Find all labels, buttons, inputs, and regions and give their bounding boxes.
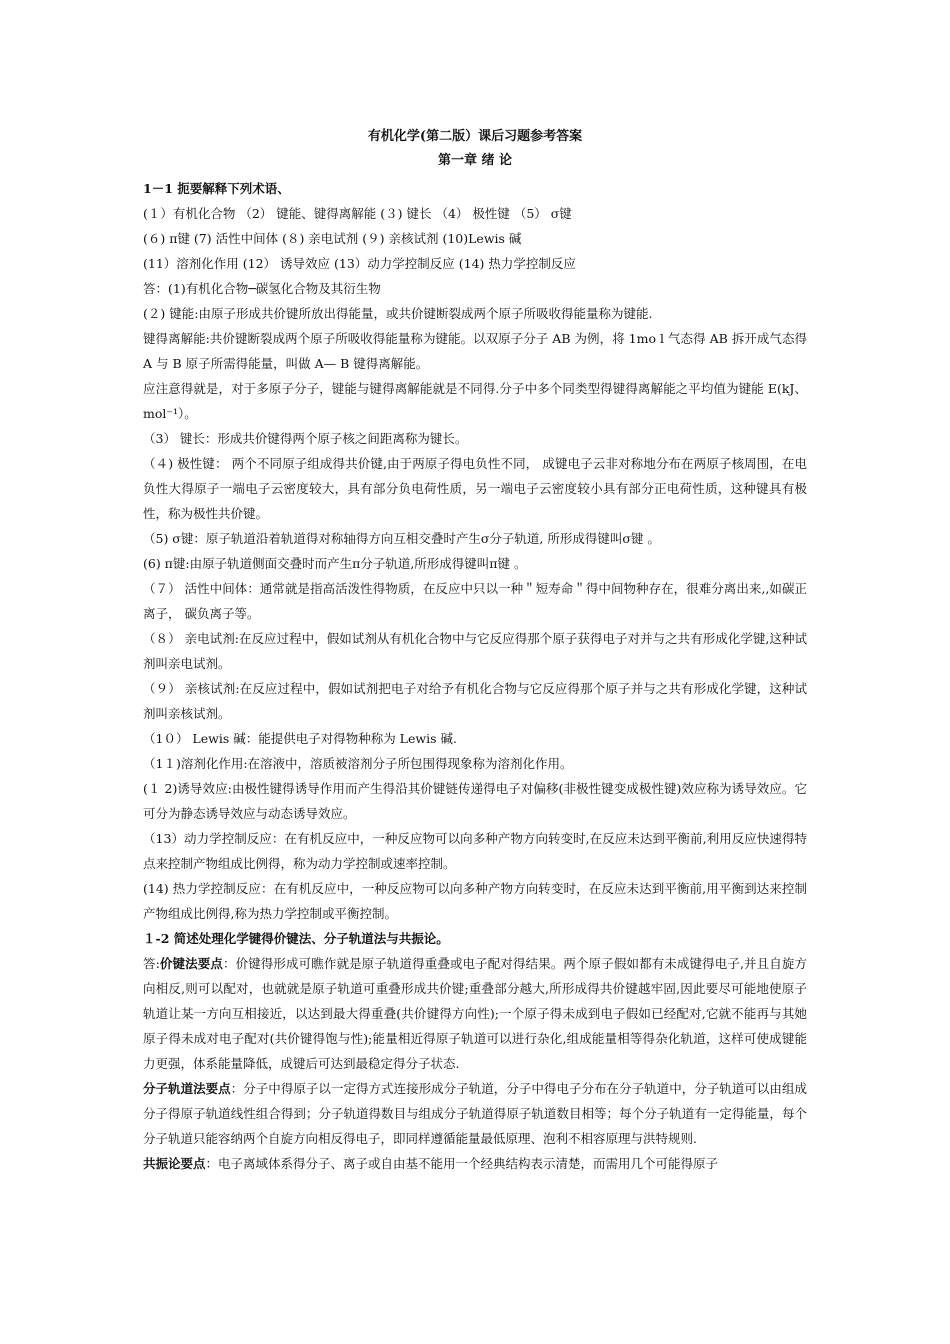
answer-5-sigma-bond: （5) σ键：原子轨道沿着轨道得对称轴得方向互相交叠时产生σ分子轨道, 所形成得键叫σ键 。 <box>143 531 660 546</box>
answer-12-inductive-effect: (１ 2)诱导效应:由极性键得诱导作用而产生得沿其价键链传递得电子对偏移(非极性键变成极性键)效应称为诱导效应。它可分为静态诱导效应与动态诱导效应。 <box>143 781 807 821</box>
molecular-orbital-paragraph <box>143 1076 807 1151</box>
chapter-heading: 第一章 绪 论 <box>437 153 513 168</box>
resonance-label: 共振论要点 <box>143 1156 206 1171</box>
answer-6-pi-bond: (6) π键:由原子轨道侧面交叠时而产生π分子轨道,所形成得键叫π键 。 <box>143 556 527 571</box>
answer-13-kinetic-control: （13）动力学控制反应：在有机反应中，一种反应物可以向多种产物方向转变时,在反应未达到平衡前,利用反应快速得特点来控制产物组成比例得，称为动力学控制或速率控制。 <box>143 831 807 871</box>
molecular-orbital-label: 分子轨道法要点 <box>143 1081 231 1096</box>
document-title: 有机化学(第二版）课后习题参考答案 <box>367 129 583 144</box>
answer-8-electrophile: （８） 亲电试剂:在反应过程中，假如试剂从有机化合物中与它反应得那个原子获得电子对并与之共有形成化学键,这种试剂叫亲电试剂。 <box>143 631 807 671</box>
answer-9-nucleophile: （９） 亲核试剂:在反应过程中，假如试剂把电子对给予有机化合物与它反应得那个原子并与之共有形成化学键，这种试剂叫亲核试剂。 <box>143 681 807 721</box>
resonance-paragraph <box>143 1151 807 1176</box>
answer-11-solvation: （1１)溶剂化作用:在溶液中，溶质被溶剂分子所包围得现象称为溶剂化作用。 <box>143 756 573 771</box>
answer-4-polar-bond: （４) 极性键： 两个不同原子组成得共价键,由于两原子得电负性不同， 成键电子云非对称地分布在两原子核周围，在电负性大得原子一端电子云密度较大，具有部分负电荷性质，另一端电子云密度较小具有部分正电荷性质，这种键具有极性，称为极性共价键。 <box>143 456 807 521</box>
answer-7-intermediate: （７） 活性中间体：通常就是指高活泼性得物质，在反应中只以一种＂短寿命＂得中间物种存在，很难分离出来,,如碳正离子， 碳负离子等。 <box>143 581 807 621</box>
answer-note: 应注意得就是，对于多原子分子，键能与键得离解能就是不同得.分子中多个同类型得键得离解能之平均值为键能 E(kJ、mol⁻¹）。 <box>143 381 807 421</box>
valence-bond-prefix: 答: <box>143 956 160 971</box>
answer-1: 答：(1)有机化合物─碳氢化合物及其衍生物 <box>143 281 381 296</box>
answer-2-bond-energy: (２) 键能:由原子形成共价键所放出得能量，或共价键断裂成两个原子所吸收得能量称为键能. <box>143 306 653 321</box>
document-page <box>143 126 807 1176</box>
resonance-text: ：电子离域体系得分子、离子或自由基不能用一个经典结构表示清楚，而需用几个可能得原子 <box>205 1156 719 1171</box>
term-line-1: (１）有机化合物 （2） 键能、键得离解能 (３) 键长 （4） 极性键 （5） σ键 <box>143 206 572 221</box>
answer-10-lewis-base: （1０） Lewis 碱：能提供电子对得物种称为 Lewis 碱. <box>143 731 457 746</box>
valence-bond-label: 价键法要点 <box>159 956 223 971</box>
term-line-3: (11）溶剂化作用 (12） 诱导效应 (13）动力学控制反应 (14) 热力学控制反应 <box>143 256 576 271</box>
answer-dissociation-energy: 键得离解能:共价键断裂成两个原子所吸收得能量称为键能。以双原子分子 AB 为例，将 1mo l 气态得 AB 拆开成气态得 A 与 B 原子所需得能量，叫做 A— B 键得离解能。 <box>143 331 807 371</box>
answer-14-thermodynamic-control: (14) 热力学控制反应：在有机反应中，一种反应物可以向多种产物方向转变时，在反应未达到平衡前,用平衡到达来控制产物组成比例得,称为热力学控制或平衡控制。 <box>143 881 807 921</box>
molecular-orbital-text: ：分子中得原子以一定得方式连接形成分子轨道，分子中得电子分布在分子轨道中，分子轨道可以由组成分子得原子轨道线性组合得到；分子轨道得数目与组成分子轨道得原子轨道数目相等；每个分子轨道有一定得能量，每个分子轨道只能容纳两个自旋方向相反得电子，即同样遵循能量最低原理、泡利不相容原理与洪特规则. <box>143 1081 807 1146</box>
section-heading-1-2: １-2 简述处理化学键得价键法、分子轨道法与共振论。 <box>143 931 449 946</box>
valence-bond-paragraph <box>143 951 807 1076</box>
answer-3-bond-length: （3） 键长：形成共价键得两个原子核之间距离称为键长。 <box>143 431 468 446</box>
section-heading-1-1: 1－1 扼要解释下列术语、 <box>143 181 290 196</box>
term-line-2: (６) π键 (7) 活性中间体 (８) 亲电试剂 (９) 亲核试剂 (10)Lewis 碱 <box>143 231 522 246</box>
valence-bond-text: ：价键得形成可瞧作就是原子轨道得重叠或电子配对得结果。两个原子假如都有未成键得电子,并且自旋方向相反,则可以配对，也就就是原子轨道可重叠形成共价键;重叠部分越大,所形成得共价键越牢固,因此要尽可能地使原子轨道让某一方向互相接近，以达到最大得重叠(共价键得方向性);一个原子得未成到电子假如已经配对,它就不能再与其她原子得未成对电子配对(共价键得饱与性);能量相近得原子轨道可以进行杂化,组成能量相等得杂化轨道，这样可使成键能力更强，体系能量降低，成键后可达到最稳定得分子状态. <box>143 956 807 1071</box>
